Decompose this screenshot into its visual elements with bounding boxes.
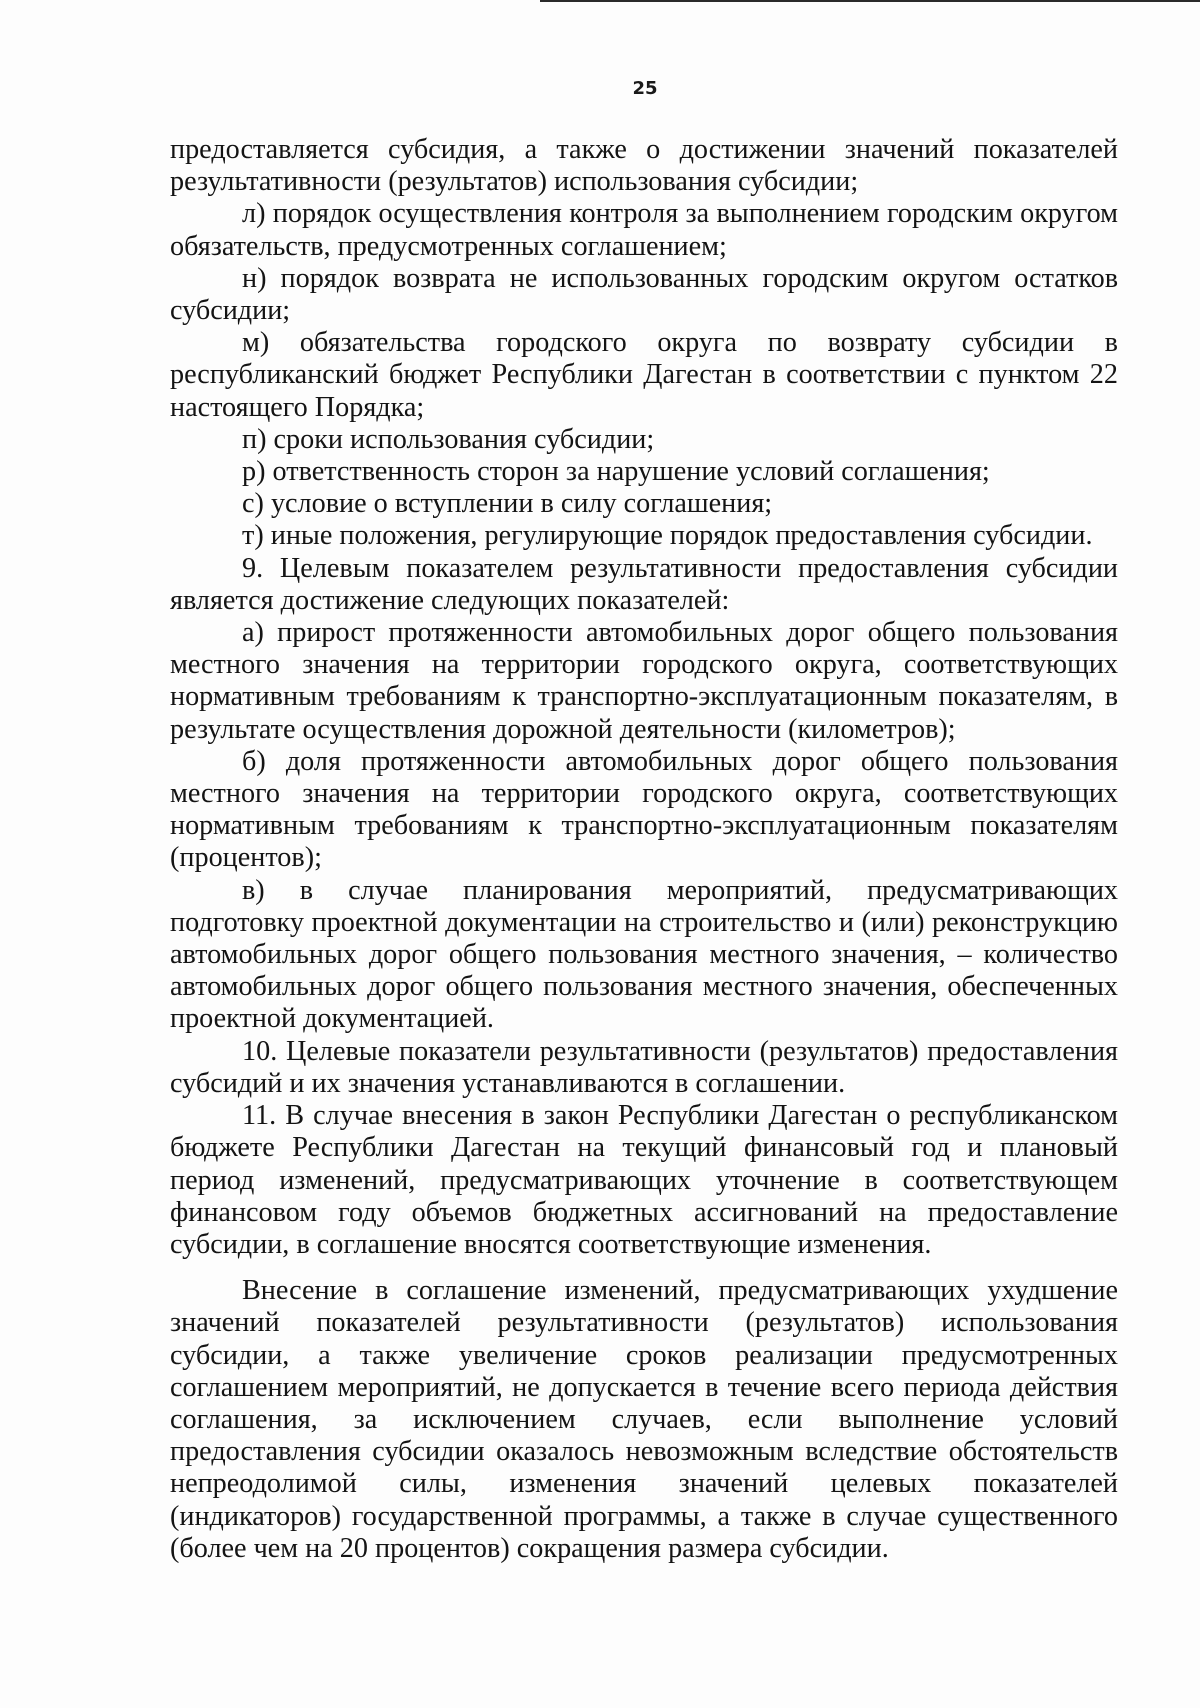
paragraph-clause-11: 11. В случае внесения в закон Республики Дагестан о республиканском бюджете Республики Дагестан на текущий финансовый год и плановый период изменений, предусматривающих уточнение в соответствующем финансовом году объемов бюджетных ассигнований на предоставление субсидии, в соглашение вносятся соответствующие изменения. [170,1100,1118,1260]
scan-edge-line [540,0,1200,2]
paragraph-continuation: предоставляется субсидия, а также о достижении значений показателей результативности (результатов) использования субсидии; [170,134,1118,198]
paragraph-item-s: с) условие о вступлении в силу соглашения; [242,488,773,520]
document-body [170,134,1118,1565]
paragraph-item-t: т) иные положения, регулирующие порядок предоставления субсидии. [242,520,1093,552]
paragraph-item-a: а) прирост протяженности автомобильных дорог общего пользования местного значения на территории городского округа, соответствующих нормативным требованиям к транспортно-эксплуатационным показателям, в результате осуществления дорожной деятельности (километров); [170,617,1118,745]
paragraph-item-b: б) доля протяженности автомобильных дорог общего пользования местного значения на территории городского округа, соответствующих нормативным требованиям к транспортно-эксплуатационным показателям (процентов); [170,745,1118,874]
page-number: 25 [632,78,658,99]
paragraph-item-p: п) сроки использования субсидии; [242,423,655,455]
paragraph-item-l: л) порядок осуществления контроля за выполнением городским округом обязательств, предусмотренных соглашением; [170,198,1118,262]
paragraph-clause-10: 10. Целевые показатели результативности (результатов) предоставления субсидий и их значения устанавливаются в соглашении. [170,1035,1118,1099]
paragraph-item-n: н) порядок возврата не использованных городским округом остатков субсидии; [170,262,1118,327]
paragraph-amendments: Внесение в соглашение изменений, предусматривающих ухудшение значений показателей результативности (результатов) использования субсидии, а также увеличение сроков реализации предусмотренных соглашением мероприятий, не допускается в течение всего периода действия соглашения, за исключением случаев, если выполнение условий предоставления субсидии оказалось невозможным вследствие обстоятельств непреодолимой силы, изменения значений целевых показателей (индикаторов) государственной программы, а также в случае существенного (более чем на 20 процентов) сокращения размера субсидии. [170,1275,1118,1564]
paragraph-clause-9: 9. Целевым показателем результативности предоставления субсидии является достижение следующих показателей: [170,552,1118,616]
paragraph-item-m: м) обязательства городского округа по возврату субсидии в республиканский бюджет Республики Дагестан в соответствии с пунктом 22 настоящего Порядка; [170,327,1118,423]
paragraph-item-r: р) ответственность сторон за нарушение условий соглашения; [242,456,990,488]
paragraph-item-v: в) в случае планирования мероприятий, предусматривающих подготовку проектной документации на строительство и (или) реконструкцию автомобильных дорог общего пользования местного значения, – количество автомобильных дорог общего пользования местного значения, обеспеченных проектной документацией. [170,874,1118,1035]
